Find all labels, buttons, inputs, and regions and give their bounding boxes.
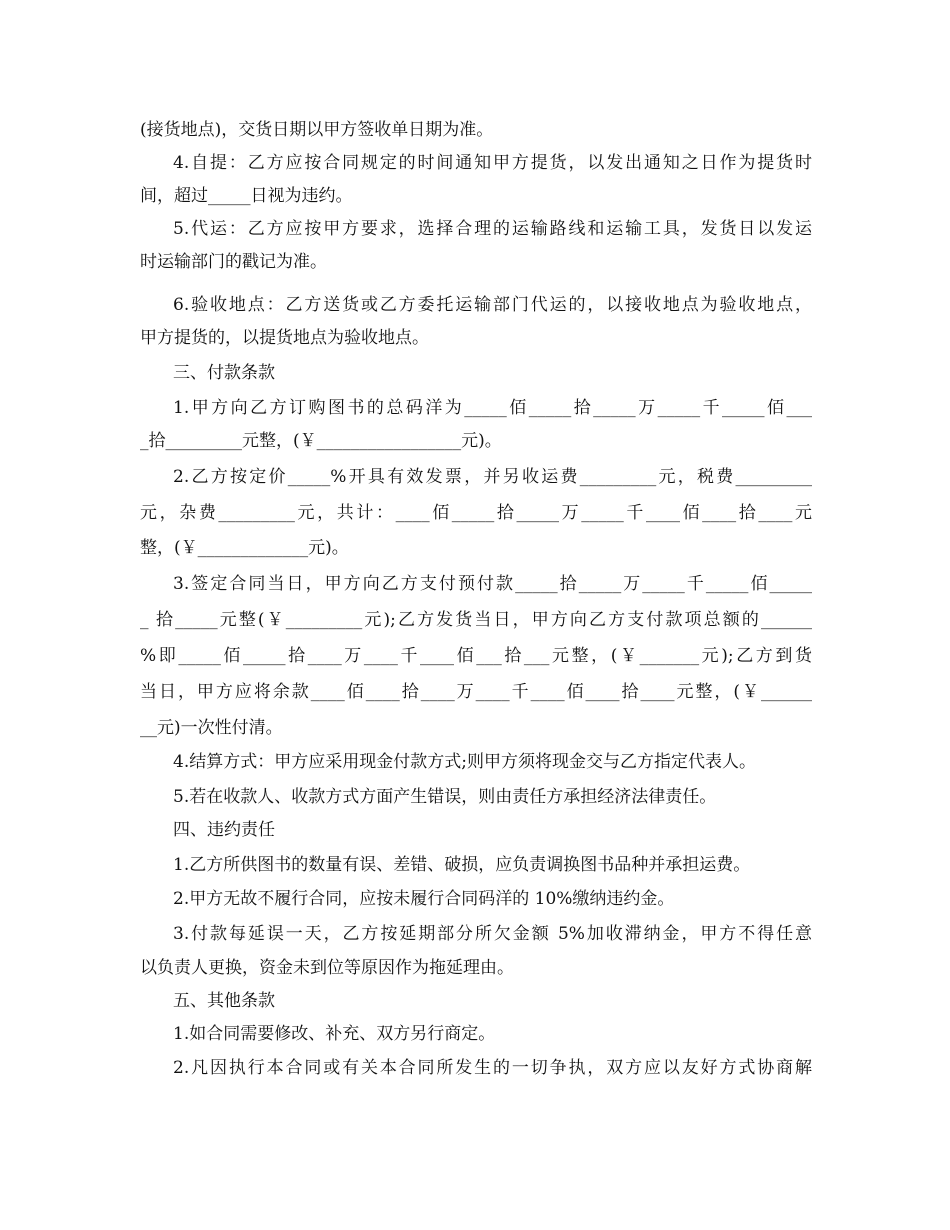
paragraph-line: __元)一次性付清。 bbox=[140, 718, 283, 738]
paragraph-line: (接货地点)，交货日期以甲方签收单日期为准。 bbox=[140, 120, 494, 140]
paragraph-line: 以负责人更换，资金未到位等原因作为拖延理由。 bbox=[140, 958, 514, 978]
paragraph-line: 甲方提货的，以提货地点为验收地点。 bbox=[140, 328, 429, 348]
paragraph-line: 1.甲方向乙方订购图书的总码洋为_____佰_____拾_____万_____千_____佰___ bbox=[173, 398, 812, 418]
paragraph-line: 3.签定合同当日，甲方向乙方支付预付款_____拾_____万_____千_____佰_____ bbox=[173, 574, 813, 594]
paragraph-line: _拾_________元整，(￥_________________元)。 bbox=[140, 431, 502, 451]
paragraph-line: 1.如合同需要修改、补充、双方另行商定。 bbox=[173, 1024, 496, 1044]
paragraph-line: 3.付款每延误一天，乙方按延期部分所欠金额 5%加收滞纳金，甲方不得任意 bbox=[173, 924, 812, 944]
section-heading: 五、其他条款 bbox=[173, 991, 275, 1011]
paragraph-line: 1.乙方所供图书的数量有误、差错、破损，应负责调换图书品种并承担运费。 bbox=[173, 855, 751, 875]
paragraph-line: 2.甲方无故不履行合同，应按未履行合同码洋的 10%缴纳违约金。 bbox=[173, 889, 675, 909]
paragraph-line: 当日，甲方应将余款____佰____拾____万____千____佰____拾____元整，(￥______ bbox=[140, 682, 812, 702]
paragraph-line: 整，(￥_____________元)。 bbox=[140, 538, 349, 558]
paragraph-line: 5.若在收款人、收款方式方面产生错误，则由责任方承担经济法律责任。 bbox=[173, 787, 717, 807]
paragraph-line: %即_____佰_____拾____万____千____佰___拾___元整，(￥_______元);乙方到货 bbox=[140, 646, 812, 666]
paragraph-line: _ 拾_____元整(￥_________元);乙方发货当日，甲方向乙方支付款项总额的______ bbox=[140, 610, 812, 630]
paragraph-line: 4.自提：乙方应按合同规定的时间通知甲方提货，以发出通知之日作为提货时 bbox=[173, 153, 812, 173]
section-heading: 四、违约责任 bbox=[173, 820, 275, 840]
paragraph-line: 时运输部门的戳记为准。 bbox=[140, 252, 327, 272]
paragraph-line: 2.凡因执行本合同或有关本合同所发生的一切争执，双方应以友好方式协商解 bbox=[173, 1058, 812, 1078]
section-heading: 三、付款条款 bbox=[173, 363, 275, 383]
paragraph-line: 元，杂费_________元，共计：____佰_____拾_____万_____千____佰____拾____元 bbox=[140, 503, 812, 523]
paragraph-line: 6.验收地点：乙方送货或乙方委托运输部门代运的，以接收地点为验收地点， bbox=[173, 295, 812, 315]
paragraph-line: 2.乙方按定价_____%开具有效发票，并另收运费_________元，税费_________ bbox=[173, 467, 812, 487]
paragraph-line: 间，超过_____日视为违约。 bbox=[140, 186, 353, 206]
paragraph-line: 4.结算方式：甲方应采用现金付款方式;则甲方须将现金交与乙方指定代表人。 bbox=[173, 752, 756, 772]
paragraph-line: 5.代运：乙方应按甲方要求，选择合理的运输路线和运输工具，发货日以发运 bbox=[173, 219, 812, 239]
